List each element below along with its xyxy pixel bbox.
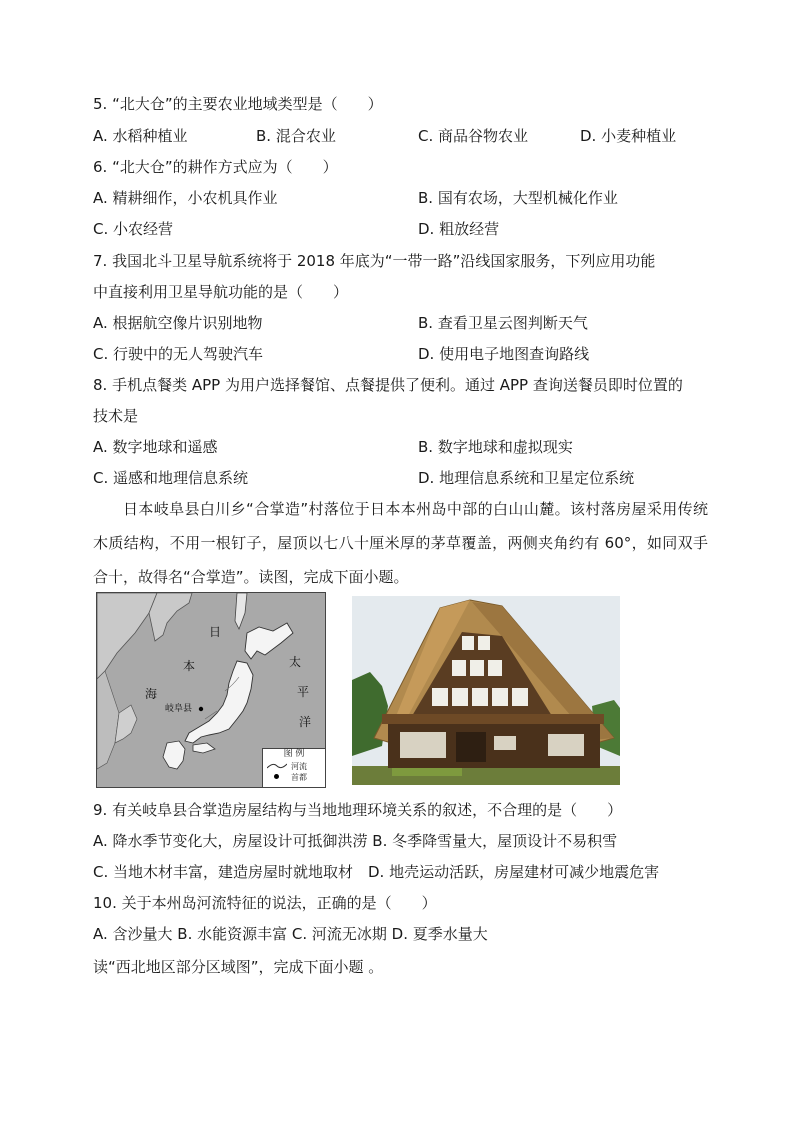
q10-stem: 10. 关于本州岛河流特征的说法，正确的是（ ） [93,894,437,912]
q10-options: A. 含沙量大 B. 水能资源丰富 C. 河流无冰期 D. 夏季水量大 [93,925,488,943]
q5-stem: 5. “北大仓”的主要农业地域类型是（ ） [93,95,383,113]
q6-stem: 6. “北大仓”的耕作方式应为（ ） [93,158,338,176]
q9-options-cd: C. 当地木材丰富，建造房屋时就地取材 D. 地壳运动活跃，房屋建材可减少地震危害 [93,863,660,881]
q5-option-a: A. 水稻种植业 [93,127,188,145]
map-label-ri: 日 [209,625,222,639]
map-label-tai: 太 [289,655,302,669]
passage: 日本岐阜县白川乡“合掌造”村落位于日本本州岛中部的白山山麓。该村落房屋采用传统木质结构，不用一根钉子，屋顶以七八十厘米厚的茅草覆盖，两侧夹角约有 60°，如同双手合十，故得名“合掌造”。读图，完成下面小题。 [93,500,708,586]
map-legend [262,748,325,787]
gassho-house-photo [352,596,620,785]
legend-river: 河流 [291,762,307,771]
q7-option-a: A. 根据航空像片识别地物 [93,314,263,332]
q9-options-ab: A. 降水季节变化大，房屋设计可抵御洪涝 B. 冬季降雪量大，屋顶设计不易积雪 [93,832,618,850]
q6-option-a: A. 精耕细作，小农机具作业 [93,189,278,207]
gassho-house-drawing [352,596,620,785]
q8-option-a: A. 数字地球和遥感 [93,438,218,456]
q5-option-d: D. 小麦种植业 [580,127,677,145]
q9-stem: 9. 有关岐阜县合掌造房屋结构与当地地理环境关系的叙述，不合理的是（ ） [93,801,623,819]
q8-stem-line1: 8. 手机点餐类 APP 为用户选择餐馆、点餐提供了便利。通过 APP 查询送餐员即时位置的 [93,376,683,394]
q7-option-b: B. 查看卫星云图判断天气 [418,314,588,332]
q7-option-c: C. 行驶中的无人驾驶汽车 [93,345,264,363]
map-label-yang: 洋 [299,715,312,729]
q6-option-b: B. 国有农场，大型机械化作业 [418,189,618,207]
q5-option-c: C. 商品谷物农业 [418,127,529,145]
map-label-ping: 平 [297,685,310,699]
q6-option-d: D. 粗放经营 [418,220,500,238]
legend-title: 图 例 [283,749,305,759]
q7-stem-line2: 中直接利用卫星导航功能的是（ ） [93,283,349,301]
map-label-hai: 海 [145,687,158,701]
closing-instruction: 读“西北地区部分区域图”，完成下面小题 。 [93,958,384,976]
q8-option-b: B. 数字地球和虚拟现实 [418,438,573,456]
q7-option-d: D. 使用电子地图查询路线 [418,345,590,363]
legend-capital: 首都 [291,773,307,782]
q8-option-d: D. 地理信息系统和卫星定位系统 [418,469,635,487]
q7-stem-line1: 7. 我国北斗卫星导航系统将于 2018 年底为“一带一路”沿线国家服务，下列应用功能 [93,252,656,270]
river-symbol-icon [267,762,287,770]
q5-option-b: B. 混合农业 [256,127,336,145]
capital-symbol-icon [274,774,279,779]
q8-option-c: C. 遥感和地理信息系统 [93,469,249,487]
map-label-gifu: 岐阜县 [165,704,193,714]
q8-stem-line2: 技术是 [93,407,139,425]
map-label-ben: 本 [183,659,196,673]
q6-option-c: C. 小农经营 [93,220,174,238]
